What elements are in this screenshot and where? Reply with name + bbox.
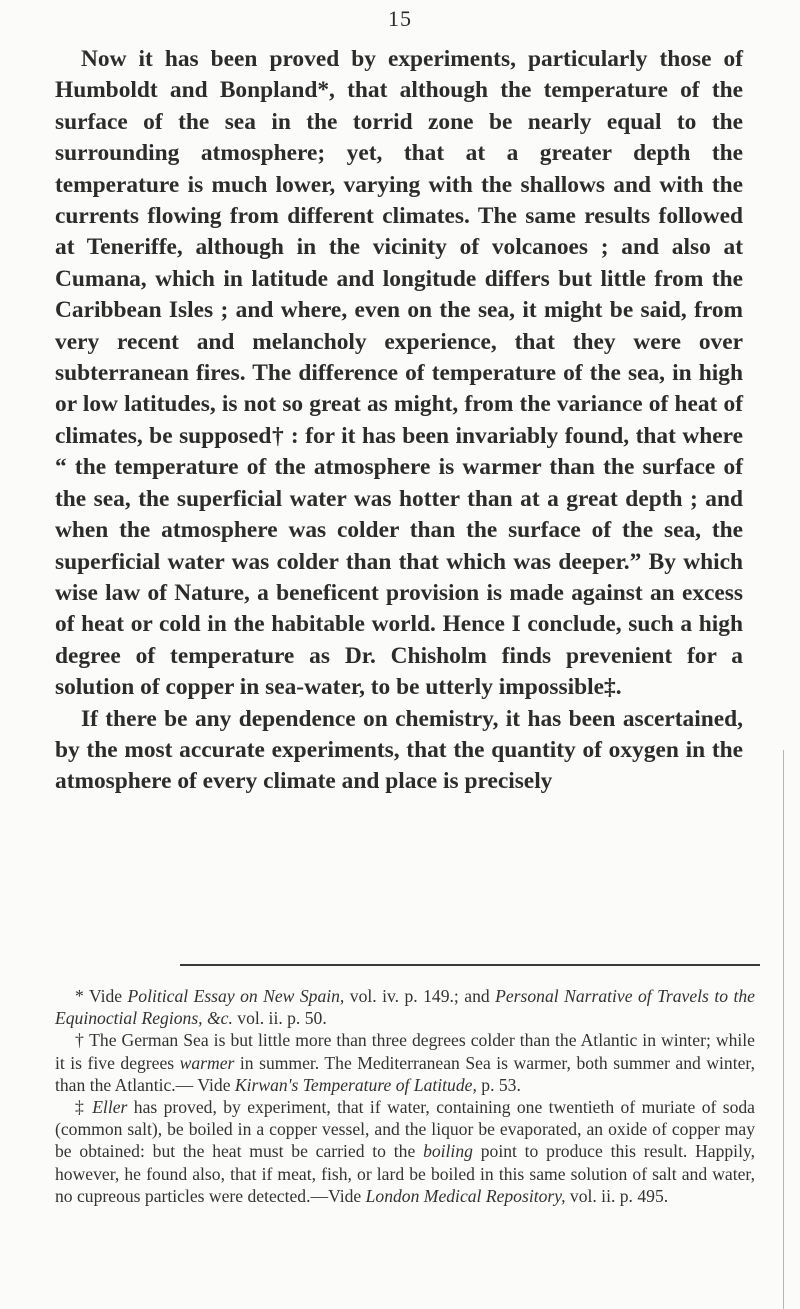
scan-edge-line <box>783 750 784 1309</box>
footnote-2-text-a: † The German Sea is but little more than three degrees colder than the Atlantic in winter; while it is five degrees <box>55 1030 755 1073</box>
paragraph-2: If there be any dependence on chemistry, it has been ascertained, by the most accurate experiments, that the quantity of oxygen in the atmosphere of every climate and place is precisely <box>55 705 743 795</box>
footnote-2 <box>55 1029 755 1096</box>
footnote-1-end: vol. ii. p. 50. <box>237 1008 327 1029</box>
footnote-1-vide: Vide <box>88 986 123 1006</box>
footnote-3-name: Eller <box>92 1097 128 1118</box>
main-text <box>55 44 743 798</box>
footnote-1-title-2: Personal Narrative of Travels to the Equinoctial Regions, &c. <box>55 986 755 1029</box>
footnote-2-emphasis: warmer <box>179 1052 235 1073</box>
footnote-3-emphasis: boiling <box>423 1141 473 1162</box>
footnote-2-text-c: p. 53. <box>481 1074 521 1095</box>
footnote-divider <box>180 964 760 966</box>
footnote-3-text-a: has proved, by experiment, that if water, containing one twentieth of muriate of soda (common salt), be boiled in a copper vessel, and the liquor be evaporated, an oxide of copper may be obtained: but the heat must be carried to the <box>55 1097 755 1162</box>
paragraph-1: Now it has been proved by experiments, particularly those of Humboldt and Bonpland*, that although the temperature of the surface of the sea in the torrid zone be nearly equal to the surrounding atmosphere; yet, that at a greater depth the temperature is much lower, varying with the shallows and with the currents flowing from different climates. The same results followed at Teneriffe, although in the vicinity of volcanoes ; and also at Cumana, which in latitude and longitude differs but little from the Caribbean Isles ; and where, even on the sea, it might be said, from very recent and melancholy experience, that they were over subterranean fires. The difference of temperature of the sea, in high or low latitudes, is not so great as might, from the variance of heat of climates, be supposed† : for it has been invariably found, that where “ the temperature of the atmosphere is warmer than the surface of the sea, the superficial water was hotter than at a great depth ; and when the atmosphere was colder than the surface of the sea, the superficial water was colder than that which was deeper.” By which wise law of Nature, a beneficent provision is made against an excess of heat or cold in the habitable world. Hence I conclude, such a high degree of temperature as Dr. Chisholm finds prevenient for a solution of copper in sea-water, to be utterly impossible‡. <box>55 46 743 701</box>
footnote-3-title: London Medical Repository, <box>365 1185 566 1206</box>
footnote-1-middle: vol. iv. p. 149.; and <box>349 986 490 1006</box>
footnote-3-mark: ‡ <box>75 1097 86 1118</box>
footnotes <box>55 985 755 1207</box>
footnote-1-mark: * <box>75 986 84 1006</box>
footnote-3-text-b: point to produce this result. Happily, however, he found also, that if meat, fish, or lard be boiled in this same solution of salt and water, no cupreous particles were detected.—Vide <box>55 1141 756 1206</box>
footnote-1 <box>55 985 755 1029</box>
footnote-2-title: Kirwan's Temperature of Latitude, <box>234 1074 477 1095</box>
footnote-3 <box>55 1096 755 1207</box>
footnote-2-text-b: in summer. The Mediterranean Sea is warmer, both summer and winter, than the Atlantic.— Vide <box>55 1052 755 1095</box>
page-number: 15 <box>388 6 412 31</box>
footnote-1-title-1: Political Essay on New Spain, <box>127 986 345 1006</box>
footnote-3-end: vol. ii. p. 495. <box>569 1185 669 1206</box>
